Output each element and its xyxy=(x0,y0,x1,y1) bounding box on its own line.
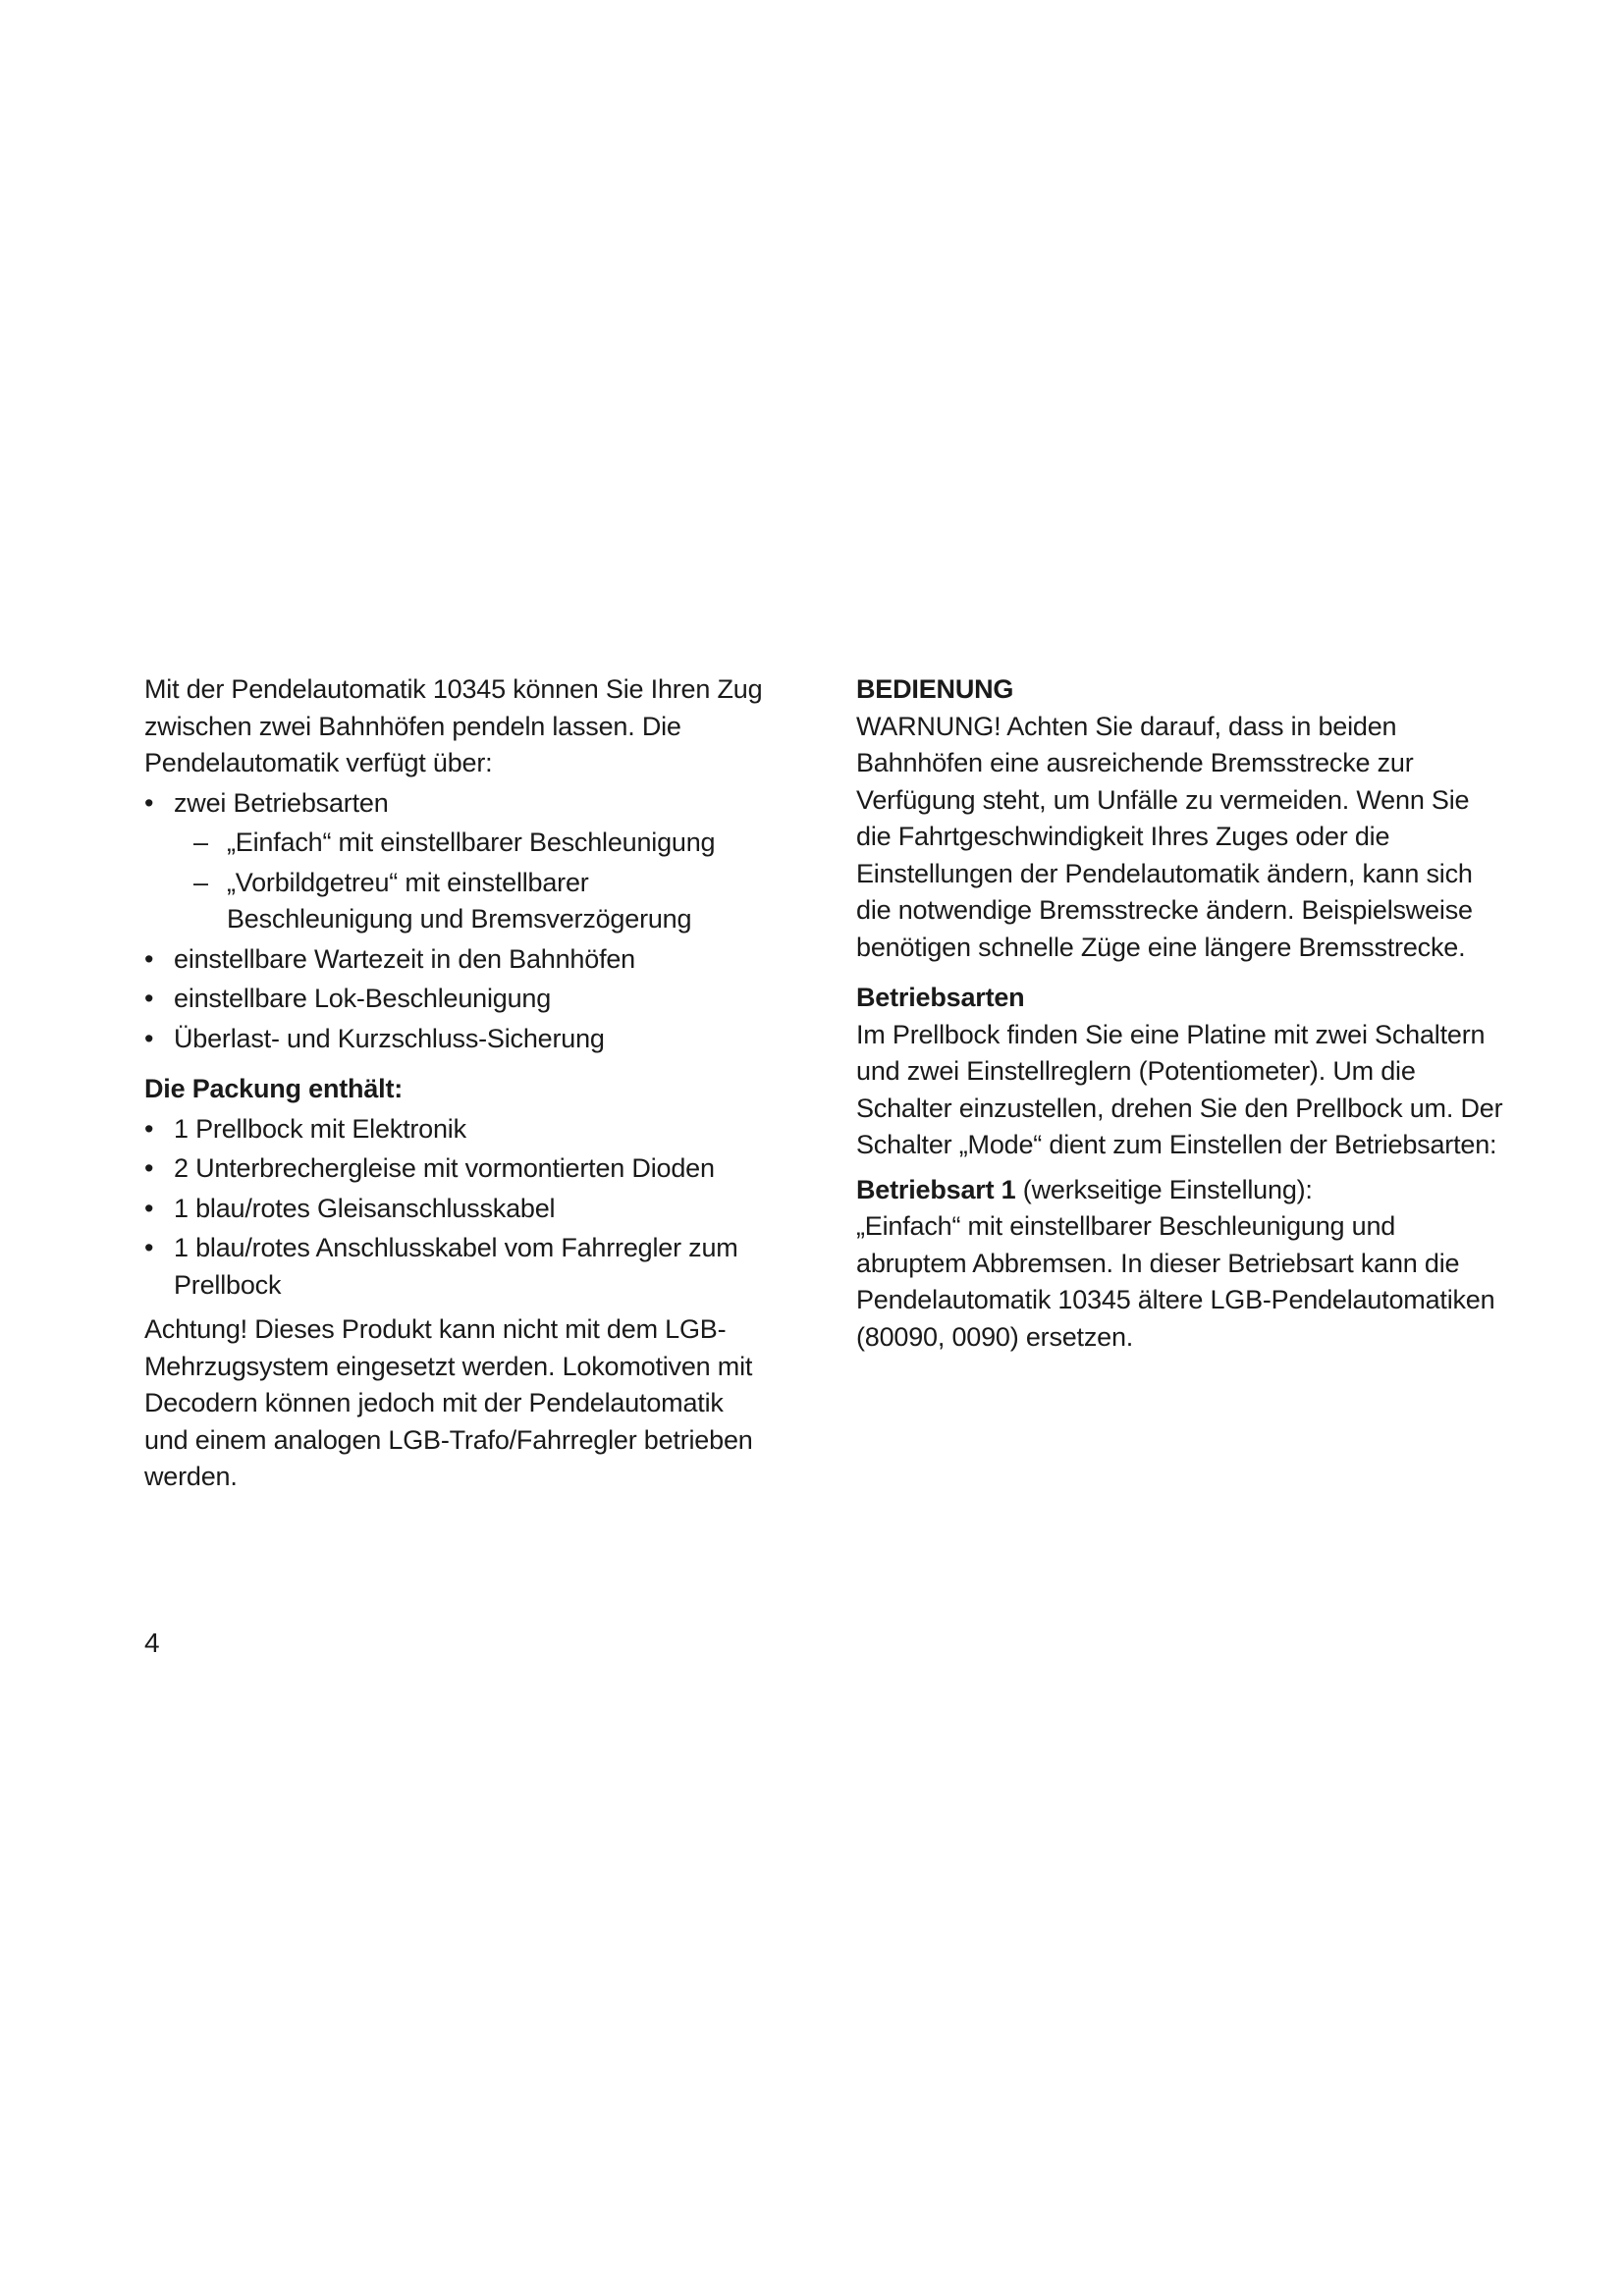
compatibility-warning: Achtung! Dieses Produkt kann nicht mit dem LGB-Mehrzugsystem eingesetzt werden. Lokomotiven mit Decodern können jedoch mit der Pendelautomatik und einem analogen LGB-Trafo/Fahrregler betrieben werden. xyxy=(144,1314,753,1491)
feature-list xyxy=(144,785,773,1058)
mode-item: – „Vorbildgetreu“ mit einstellbarer Beschleunigung und Bremsverzögerung xyxy=(193,865,773,938)
right-column xyxy=(856,671,1504,1356)
feature-item: • zwei Betriebsarten – „Einfach“ mit einstellbarer Beschleunigung – „Vorbildgetreu“ mit einstellbarer Beschleunigung und Bremsverzögerung xyxy=(144,785,773,938)
modes-subheading: Betriebsarten xyxy=(856,983,1025,1012)
feature-item: • einstellbare Wartezeit in den Bahnhöfen xyxy=(144,941,773,979)
package-heading: Die Packung enthält: xyxy=(144,1074,404,1103)
feature-item: • einstellbare Lok-Beschleunigung xyxy=(144,981,773,1018)
package-item: • 1 Prellbock mit Elektronik xyxy=(144,1111,773,1148)
mode1-note: (werkseitige Einstellung): xyxy=(1022,1174,1313,1204)
modes-description: Im Prellbock finden Sie eine Platine mit zwei Schaltern und zwei Einstellreglern (Potentiometer). Um die Schalter einzustellen, drehen Sie den Prellbock um. Der Schalter „Mode“ dient zum Einstellen der Betriebsarten: xyxy=(856,1019,1503,1159)
package-item: • 1 blau/rotes Gleisanschlusskabel xyxy=(144,1191,773,1228)
package-list xyxy=(144,1111,773,1305)
left-column xyxy=(144,671,773,1496)
mode1-description: „Einfach“ mit einstellbarer Beschleunigung und abruptem Abbremsen. In dieser Betriebsart kann die Pendelautomatik 10345 ältere LGB-Pendelautomatiken (80090, 0090) ersetzen. xyxy=(856,1211,1495,1352)
package-item: • 1 blau/rotes Anschlusskabel vom Fahrregler zum Prellbock xyxy=(144,1230,773,1304)
mode-list xyxy=(174,825,773,938)
section-heading: BEDIENUNG xyxy=(856,674,1014,704)
package-item: • 2 Unterbrechergleise mit vormontierten Dioden xyxy=(144,1150,773,1188)
mode-item: – „Einfach“ mit einstellbarer Beschleunigung xyxy=(193,825,773,862)
page-number: 4 xyxy=(144,1628,160,1658)
mode1-label: Betriebsart 1 xyxy=(856,1174,1016,1204)
safety-warning: WARNUNG! Achten Sie darauf, dass in beiden Bahnhöfen eine ausreichende Bremsstrecke zur Verfügung steht, um Unfälle zu vermeiden. Wenn Sie die Fahrtgeschwindigkeit Ihres Zuges oder die Einstellungen der Pendelautomatik ändern, kann sich die notwendige Bremsstrecke ändern. Beispielsweise benötigen schnelle Züge eine längere Bremsstrecke. xyxy=(856,711,1473,962)
feature-item: • Überlast- und Kurzschluss-Sicherung xyxy=(144,1021,773,1058)
intro-text: Mit der Pendelautomatik 10345 können Sie Ihren Zug zwischen zwei Bahnhöfen pendeln lassen. Die Pendelautomatik verfügt über: xyxy=(144,674,763,777)
mode1-header xyxy=(856,1172,1504,1209)
